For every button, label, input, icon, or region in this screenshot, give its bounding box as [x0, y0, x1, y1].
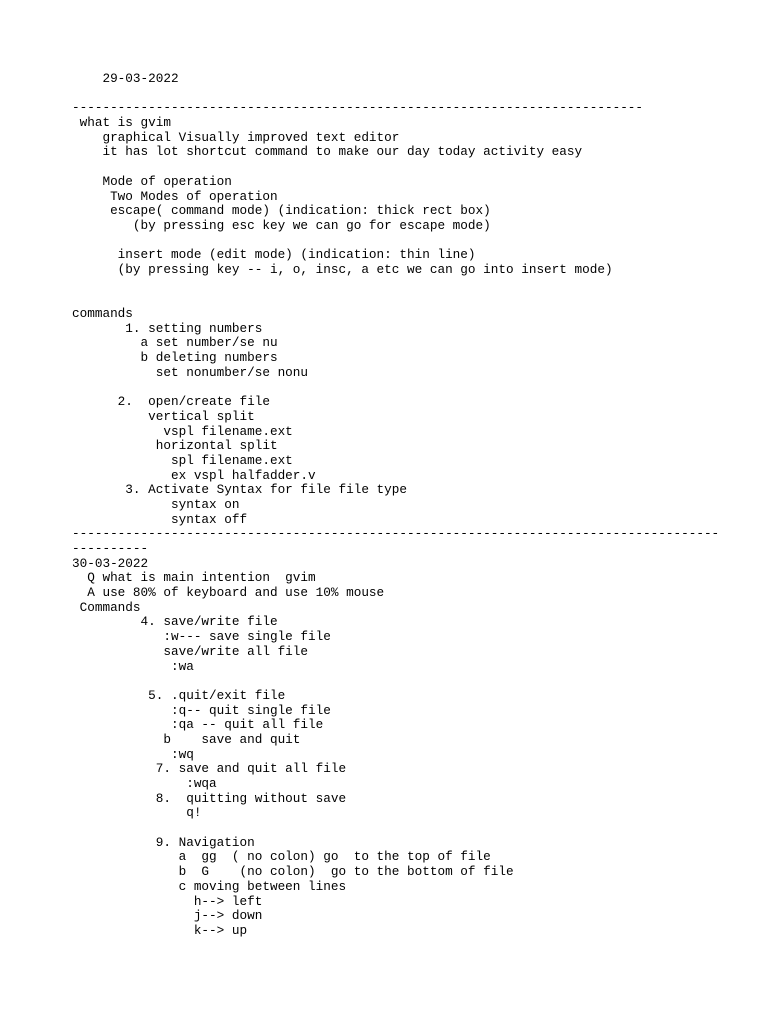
blank-line	[72, 674, 719, 689]
text-line: c moving between lines	[72, 878, 347, 894]
text-line: insert mode (edit mode) (indication: thin line)	[72, 247, 476, 263]
text-line: a set number/se nu	[72, 335, 278, 351]
text-line: what is gvim	[72, 115, 171, 131]
text-line: spl filename.ext	[72, 452, 293, 468]
text-line: a gg ( no colon) go to the top of file	[72, 849, 491, 865]
separator-line: ---------------------------------------------------------------------------	[72, 100, 644, 116]
text-line: vspl filename.ext	[72, 423, 293, 439]
text-line: graphical Visually improved text editor	[72, 129, 400, 145]
text-line: it has lot shortcut command to make our day today activity easy	[72, 144, 583, 160]
text-line: 9. Navigation	[72, 834, 255, 850]
blank-line	[72, 380, 719, 395]
text-line: j--> down	[72, 908, 263, 924]
text-line: escape( command mode) (indication: thick rect box)	[72, 203, 491, 219]
text-line: commands	[72, 306, 133, 321]
text-line: syntax on	[72, 496, 240, 512]
text-line: b save and quit	[72, 731, 301, 747]
text-line: save/write all file	[72, 643, 309, 659]
blank-line	[72, 292, 719, 307]
text-line: :wa	[72, 658, 194, 674]
text-line: q!	[72, 805, 202, 821]
text-line: h--> left	[72, 893, 263, 909]
blank-line	[72, 87, 719, 102]
text-line: :q-- quit single file	[72, 702, 331, 718]
text-line: 2. open/create file	[72, 394, 270, 410]
text-line: 4. save/write file	[72, 614, 278, 630]
text-line: 29-03-2022	[72, 71, 179, 86]
blank-line	[72, 234, 719, 249]
text-line: 7. save and quit all file	[72, 761, 347, 777]
text-line: set nonumber/se nonu	[72, 364, 309, 380]
text-line: (by pressing esc key we can go for escape mode)	[72, 217, 491, 233]
text-line: :qa -- quit all file	[72, 717, 324, 733]
separator-line: ----------	[72, 541, 149, 556]
text-line: b G (no colon) go to the bottom of file	[72, 864, 514, 880]
text-line: b deleting numbers	[72, 350, 278, 366]
text-line: Q what is main intention gvim	[72, 570, 316, 586]
text-line: 5. .quit/exit file	[72, 687, 286, 703]
text-line: (by pressing key -- i, o, insc, a etc we can go into insert mode)	[72, 261, 613, 277]
text-line: 3. Activate Syntax for file file type	[72, 482, 408, 498]
text-line: :w--- save single file	[72, 629, 331, 645]
text-line: :wq	[72, 746, 194, 762]
text-line: 30-03-2022	[72, 555, 149, 571]
separator-line: -------------------------------------------------------------------------------------	[72, 526, 720, 542]
text-line: 1. setting numbers	[72, 320, 263, 336]
text-line: 8. quitting without save	[72, 790, 347, 806]
blank-line	[72, 160, 719, 175]
blank-line	[72, 278, 719, 293]
text-line: ex vspl halfadder.v	[72, 467, 316, 483]
text-line: k--> up	[72, 922, 248, 938]
text-line: A use 80% of keyboard and use 10% mouse	[72, 585, 385, 601]
text-line: Commands	[72, 599, 141, 615]
text-line: horizontal split	[72, 438, 278, 454]
text-line: vertical split	[72, 408, 255, 424]
text-line: Two Modes of operation	[72, 188, 278, 204]
blank-line	[72, 821, 719, 836]
text-line: Mode of operation	[72, 173, 232, 189]
document-body	[72, 72, 719, 939]
text-line: :wqa	[72, 776, 217, 791]
text-line: syntax off	[72, 511, 248, 527]
